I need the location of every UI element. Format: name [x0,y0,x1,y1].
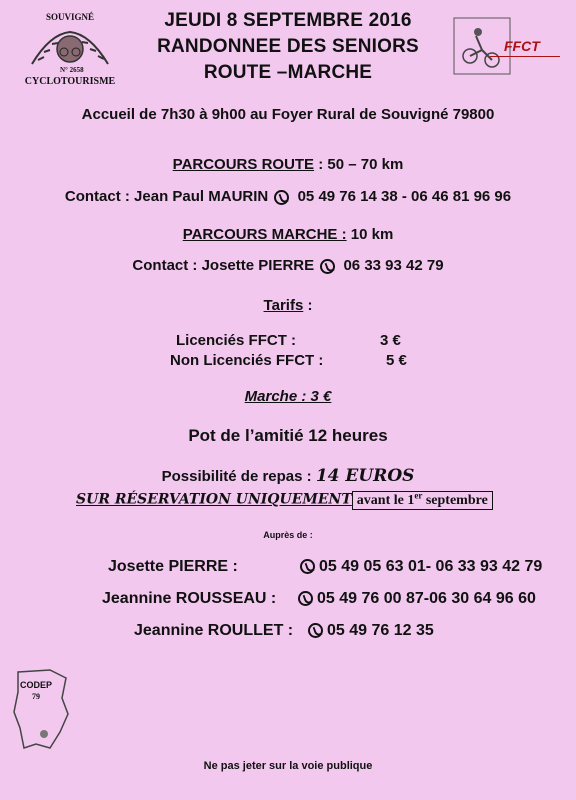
tarif-row-label: Non Licenciés FFCT : [170,352,324,369]
logo-top-text: SOUVIGNÉ [45,12,94,22]
phone-icon [298,591,313,606]
repas-label: Possibilité de repas : [161,468,312,485]
contact-phones: 05 49 76 12 35 [327,622,434,639]
aupres-label: Auprès de : [263,530,313,540]
phone-icon [274,190,289,205]
logo-bottom-text: CYCLOTOURISME [24,76,116,87]
reservation-line [76,490,493,509]
event-title: RANDONNEE DES SENIORS [157,36,419,57]
parcours-marche [0,226,576,243]
contact-row [134,622,434,640]
marche-contact-label: Contact : Josette PIERRE [132,257,315,274]
contact-name: Jeannine ROULLET : [134,622,294,639]
event-date: JEUDI 8 SEPTEMBRE 2016 [164,10,412,31]
parcours-marche-value: 10 km [346,226,394,243]
codep-logo [10,668,72,750]
contact-name: Josette PIERRE : [108,558,238,575]
tarif-row-label: Licenciés FFCT : [176,332,297,349]
parcours-route [0,156,576,173]
pot-amitie: Pot de l’amitié 12 heures [188,426,388,445]
marche-contact [0,257,576,274]
contact-name: Jeannine ROUSSEAU : [102,590,277,607]
tarif-row [176,332,296,349]
codep-number: 79 [32,692,40,701]
parcours-route-value: : 50 – 70 km [314,156,404,173]
footer-note: Ne pas jeter sur la voie publique [203,760,373,772]
parcours-route-label: PARCOURS ROUTE [172,156,315,173]
contact-phones: 05 49 05 63 01- 06 33 93 42 79 [319,558,543,575]
tarif-row-price: 3 € [380,332,401,349]
contact-phones: 05 49 76 00 87-06 30 64 96 60 [317,590,536,607]
contact-row [102,590,536,608]
route-contact-label: Contact : Jean Paul MAURIN [64,188,269,205]
codep-text: CODEP [20,680,53,690]
accueil-text: Accueil de 7h30 à 9h00 au Foyer Rural de Souvigné 79800 [81,106,495,123]
reservation-deadline [352,491,493,510]
tarifs-colon: : [303,297,313,314]
ffct-logo-text: FFCT [504,38,540,54]
repas-price: 14 EUROS [315,466,415,486]
tarif-marche: Marche : 3 € [244,388,332,405]
event-subtitle: ROUTE –MARCHE [203,62,373,83]
phone-icon [308,623,323,638]
deadline-post: septembre [422,492,488,508]
logo-small-text: N° 2658 [60,66,84,74]
contact-row [108,558,542,576]
repas-line [0,466,576,486]
marche-contact-phones: 06 33 93 42 79 [343,257,444,274]
route-contact-phones: 05 49 76 14 38 - 06 46 81 96 96 [297,188,512,205]
reservation-text: SUR RÉSERVATION UNIQUEMENT [76,491,352,508]
tarifs-label: Tarifs [263,297,304,314]
tarifs-heading [0,297,576,314]
phone-icon [300,559,315,574]
deadline-pre: avant le 1 [356,492,415,508]
phone-icon [320,259,335,274]
tarif-row [170,352,323,369]
deadline-sup: er [414,490,423,500]
parcours-marche-label: PARCOURS MARCHE : [182,226,347,243]
route-contact [0,188,576,205]
tarif-row-price: 5 € [386,352,407,369]
